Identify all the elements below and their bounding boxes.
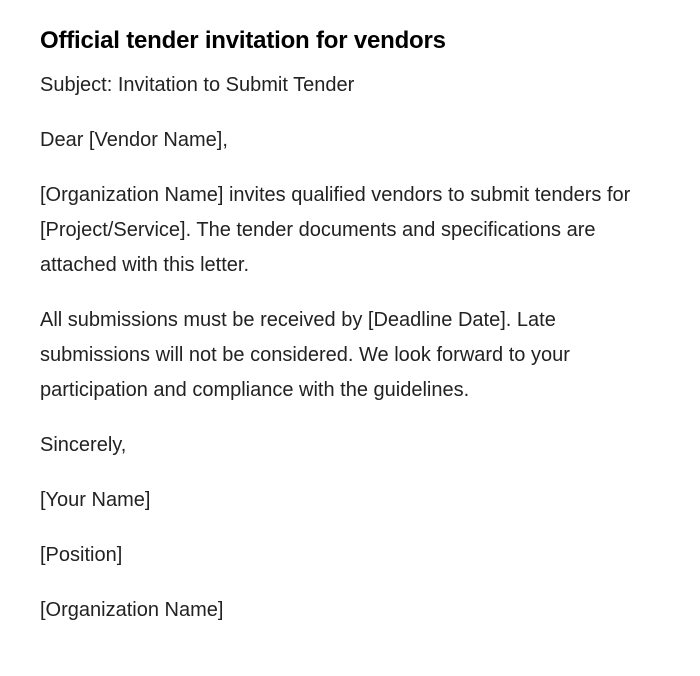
signature-position: [Position] [40,544,123,566]
body-paragraph-invitation: [Organization Name] invites qualified vendors to submit tenders for [Project/Service]. The tender documents and specifications are attached with this letter. [40,184,631,276]
signature-name: [Your Name] [40,489,151,511]
document-title: Official tender invitation for vendors [40,27,446,54]
salutation: Dear [Vendor Name], [40,129,228,151]
body-paragraph-deadline: All submissions must be received by [Deadline Date]. Late submissions will not be considered. We look forward to your participation and compliance with the guidelines. [40,309,570,401]
subject-line: Subject: Invitation to Submit Tender [40,74,355,96]
closing: Sincerely, [40,434,127,456]
signature-organization: [Organization Name] [40,599,224,621]
letter-document [40,24,640,648]
